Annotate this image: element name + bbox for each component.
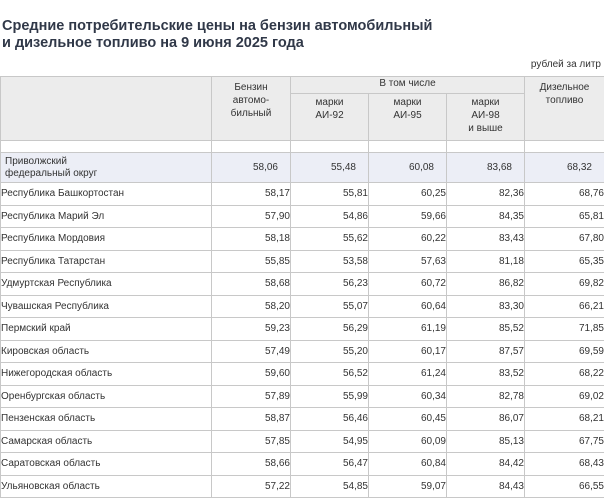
region-name: Саратовская область [1,453,212,476]
table-row [1,183,604,206]
table-row [1,430,604,453]
price-ai92: 54,86 [291,205,369,228]
price-ai98: 84,43 [447,475,525,498]
price-ai95: 60,22 [369,228,447,251]
price-ai95: 61,19 [369,318,447,341]
price-gasoline: 57,22 [212,475,291,498]
price-diesel: 68,22 [525,363,604,386]
price-diesel: 69,82 [525,273,604,296]
region-name: Пензенская область [1,408,212,431]
price-ai98: 81,18 [447,250,525,273]
district-row [1,153,604,183]
price-ai92: 53,58 [291,250,369,273]
price-gasoline: 59,23 [212,318,291,341]
price-ai92: 54,85 [291,475,369,498]
price-diesel: 68,21 [525,408,604,431]
header-ai98: марки АИ-98 и выше [447,94,525,141]
price-gasoline: 55,85 [212,250,291,273]
price-ai95: 60,84 [369,453,447,476]
header-ai92: марки АИ-92 [291,94,369,141]
region-name: Республика Башкортостан [1,183,212,206]
price-gasoline: 57,85 [212,430,291,453]
price-ai98: 83,43 [447,228,525,251]
price-ai98: 84,42 [447,453,525,476]
price-diesel: 65,35 [525,250,604,273]
price-ai98: 85,52 [447,318,525,341]
price-ai98: 82,78 [447,385,525,408]
header-gasoline: Бензин автомо- бильный [212,77,291,141]
price-diesel: 66,21 [525,295,604,318]
region-name: Оренбургская область [1,385,212,408]
region-name: Ульяновская область [1,475,212,498]
table-row [1,250,604,273]
price-ai92: 55,07 [291,295,369,318]
price-ai95: 57,63 [369,250,447,273]
table-row [1,273,604,296]
price-ai92: 55,81 [291,183,369,206]
price-gasoline: 57,49 [212,340,291,363]
region-name: Кировская область [1,340,212,363]
price-diesel: 68,43 [525,453,604,476]
district-ai98: 83,68 [447,153,525,183]
district-name: Приволжский федеральный округ [1,153,212,183]
price-ai95: 59,66 [369,205,447,228]
price-ai98: 82,36 [447,183,525,206]
price-gasoline: 58,87 [212,408,291,431]
fuel-prices-table [0,76,604,498]
price-gasoline: 57,90 [212,205,291,228]
district-gasoline: 58,06 [212,153,291,183]
price-ai98: 83,30 [447,295,525,318]
price-ai98: 83,52 [447,363,525,386]
region-name: Республика Татарстан [1,250,212,273]
district-ai95: 60,08 [369,153,447,183]
header-ai95: марки АИ-95 [369,94,447,141]
district-ai92: 55,48 [291,153,369,183]
price-ai95: 60,64 [369,295,447,318]
price-gasoline: 58,17 [212,183,291,206]
price-diesel: 71,85 [525,318,604,341]
price-ai92: 55,20 [291,340,369,363]
table-row [1,475,604,498]
price-diesel: 69,59 [525,340,604,363]
price-ai92: 56,23 [291,273,369,296]
price-ai92: 54,95 [291,430,369,453]
price-ai92: 56,52 [291,363,369,386]
price-gasoline: 57,89 [212,385,291,408]
header-region [1,77,212,141]
price-diesel: 67,80 [525,228,604,251]
price-ai95: 61,24 [369,363,447,386]
price-diesel: 66,55 [525,475,604,498]
price-ai98: 86,07 [447,408,525,431]
price-diesel: 65,81 [525,205,604,228]
price-ai95: 60,17 [369,340,447,363]
page-title [2,18,432,52]
region-name: Удмуртская Республика [1,273,212,296]
table-row [1,340,604,363]
price-diesel: 68,76 [525,183,604,206]
price-ai92: 56,47 [291,453,369,476]
price-ai98: 84,35 [447,205,525,228]
price-diesel: 69,02 [525,385,604,408]
table-row [1,228,604,251]
table-row [1,295,604,318]
header-including: В том числе [291,77,525,94]
region-name: Республика Марий Эл [1,205,212,228]
region-name: Пермский край [1,318,212,341]
price-ai92: 55,99 [291,385,369,408]
price-ai95: 60,09 [369,430,447,453]
price-gasoline: 58,18 [212,228,291,251]
price-gasoline: 58,66 [212,453,291,476]
table-header [1,77,604,141]
price-ai95: 59,07 [369,475,447,498]
header-diesel: Дизельное топливо [525,77,604,141]
units-label: рублей за литр [531,59,601,70]
price-ai92: 56,46 [291,408,369,431]
region-name: Чувашская Республика [1,295,212,318]
district-diesel: 68,32 [525,153,604,183]
price-gasoline: 58,20 [212,295,291,318]
price-ai95: 60,45 [369,408,447,431]
price-ai92: 56,29 [291,318,369,341]
table-row [1,363,604,386]
price-diesel: 67,75 [525,430,604,453]
price-ai92: 55,62 [291,228,369,251]
table-body [1,141,604,498]
table-row [1,205,604,228]
table-row [1,385,604,408]
title-line-2: и дизельное топливо на 9 июня 2025 года [2,35,432,52]
region-name: Самарская область [1,430,212,453]
price-ai98: 85,13 [447,430,525,453]
price-ai95: 60,72 [369,273,447,296]
table-row [1,408,604,431]
price-ai98: 86,82 [447,273,525,296]
spacer-row [1,141,604,153]
region-name: Республика Мордовия [1,228,212,251]
price-ai95: 60,34 [369,385,447,408]
price-ai95: 60,25 [369,183,447,206]
title-line-1: Средние потребительские цены на бензин автомобильный [2,18,432,35]
price-ai98: 87,57 [447,340,525,363]
table-row [1,318,604,341]
price-gasoline: 58,68 [212,273,291,296]
region-name: Нижегородская область [1,363,212,386]
price-gasoline: 59,60 [212,363,291,386]
table-row [1,453,604,476]
